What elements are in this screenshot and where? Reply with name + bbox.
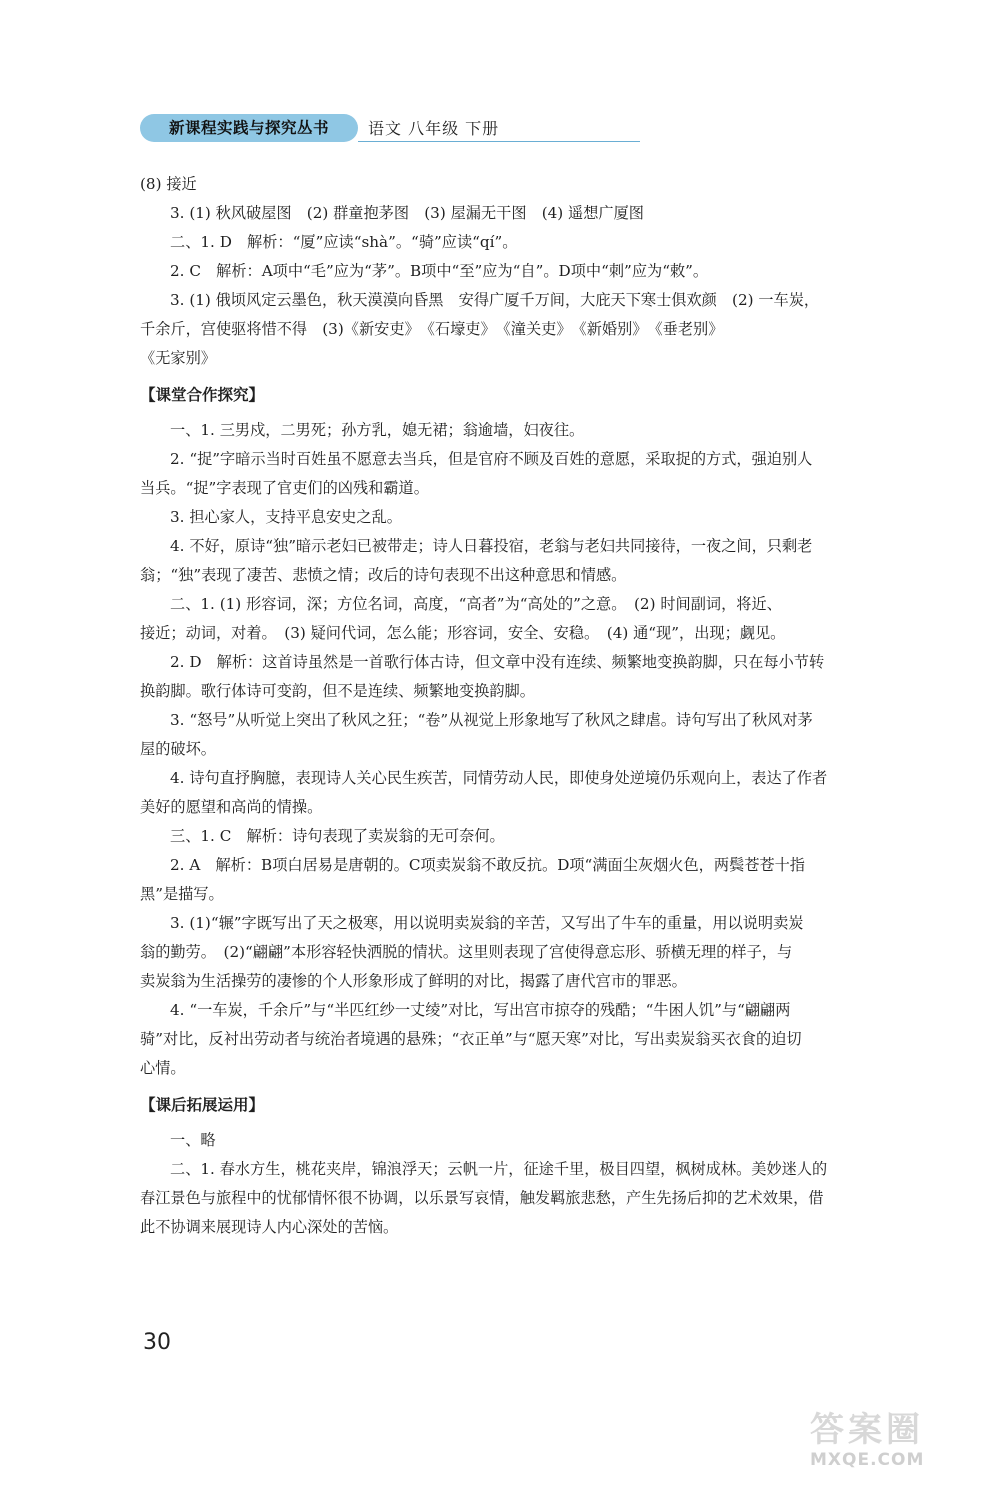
header-rule [358, 141, 640, 142]
answer-line: 换韵脚。歌行体诗可变韵，但不是连续、频繁地变换韵脚。 [140, 682, 535, 700]
answer-line: 一、略 [170, 1131, 216, 1149]
series-title-badge: 新课程实践与探究丛书 [140, 114, 358, 142]
answer-line: 3. (1) 俄顷风定云墨色，秋天漠漠向昏黑 安得广厦千万间，大庇天下寒士俱欢颜 (2) 一车炭， [170, 291, 820, 309]
answer-line: 二、1. D 解析：“厦”应读“shà”。“骑”应读“qí”。 [170, 233, 518, 251]
answer-line: 一、1. 三男戍，二男死；孙方乳，媳无裙；翁逾墙，妇夜往。 [170, 421, 585, 439]
answer-line: 春江景色与旅程中的忧郁情怀很不协调，以乐景写哀情，触发羁旅悲愁，产生先扬后抑的艺术效果，借 [140, 1189, 824, 1207]
answer-line: 2. A 解析：B项白居易是唐朝的。C项卖炭翁不敢反抗。D项“满面尘灰烟火色，两鬓苍苍十指 [170, 856, 805, 874]
watermark-logo-text: 答案圈 [810, 1410, 924, 1450]
answer-content [140, 170, 892, 1242]
answer-line: (8) 接近 [140, 175, 197, 193]
answer-line: 此不协调来展现诗人内心深处的苦恼。 [140, 1218, 399, 1236]
answer-line: 4. “一车炭，千余斤”与“半匹红纱一丈绫”对比，写出宫市掠夺的残酷；“牛困人饥”与“翩翩两 [170, 1001, 791, 1019]
answer-line: 三、1. C 解析：诗句表现了卖炭翁的无可奈何。 [170, 827, 505, 845]
book-subtitle: 语文 八年级 下册 [368, 119, 500, 138]
section-title-classroom: 【课堂合作探究】 [140, 386, 265, 404]
page-number: 30 [143, 1330, 171, 1355]
answer-line: 卖炭翁为生活操劳的凄惨的个人形象形成了鲜明的对比，揭露了唐代宫市的罪恶。 [140, 972, 687, 990]
answer-line: 美好的愿望和高尚的情操。 [140, 798, 323, 816]
site-watermark [810, 1410, 985, 1485]
answer-line: 心情。 [140, 1059, 186, 1077]
answer-line: 3. (1) 秋风破屋图 (2) 群童抱茅图 (3) 屋漏无干图 (4) 遥想广厦图 [170, 204, 644, 222]
answer-line: 3. (1)“辗”字既写出了天之极寒，用以说明卖炭翁的辛苦，又写出了牛车的重量，用以说明卖炭 [170, 914, 804, 932]
answer-line: 翁；“独”表现了凄苦、悲愤之情；改后的诗句表现不出这种意思和情感。 [140, 566, 627, 584]
answer-line: 4. 诗句直抒胸臆，表现诗人关心民生疾苦，同情劳动人民，即使身处逆境仍乐观向上，表达了作者 [170, 769, 828, 787]
answer-line: 接近；动词，对着。 (3) 疑问代词，怎么能；形容词，安全、安稳。 (4) 通“现”，出现；觑见。 [140, 624, 786, 642]
answer-line: 翁的勤劳。 (2)“翩翩”本形容轻快洒脱的情状。这里则表现了宫使得意忘形、骄横无理的样子，与 [140, 943, 793, 961]
answer-line: 3. 担心家人，支持平息安史之乱。 [170, 508, 402, 526]
answer-line: 千余斤，宫使驱将惜不得 (3)《新安吏》 《石壕吏》 《潼关吏》 《新婚别》 《垂老别》 [140, 320, 724, 338]
answer-line: 2. D 解析：这首诗虽然是一首歌行体古诗，但文章中没有连续、频繁地变换韵脚，只在每小节转 [170, 653, 825, 671]
watermark-url: MXQE.COM [810, 1450, 925, 1470]
section-title-extension: 【课后拓展运用】 [140, 1096, 265, 1114]
answer-line: 3. “怒号”从听觉上突出了秋风之狂；“卷”从视觉上形象地写了秋风之肆虐。诗句写出了秋风对茅 [170, 711, 813, 729]
answer-line: 骑”对比，反衬出劳动者与统治者境遇的悬殊；“衣正单”与“愿天寒”对比，写出卖炭翁买衣食的迫切 [140, 1030, 802, 1048]
page-header [140, 114, 500, 144]
answer-line: 屋的破坏。 [140, 740, 216, 758]
answer-line: 二、1. 春水方生，桃花夹岸，锦浪浮天；云帆一片，征途千里，极目四望，枫树成林。美妙迷人的 [170, 1160, 828, 1178]
answer-line: 当兵。“捉”字表现了官吏们的凶残和霸道。 [140, 479, 429, 497]
answer-line: 2. “捉”字暗示当时百姓虽不愿意去当兵，但是官府不顾及百姓的意愿，采取捉的方式，强迫别人 [170, 450, 813, 468]
answer-line: 二、1. (1) 形容词，深；方位名词，高度，“高者”为“高处的”之意。 (2) 时间副词，将近、 [170, 595, 782, 613]
answer-line: 2. C 解析：A项中“毛”应为“茅”。B项中“至”应为“自”。D项中“刺”应为“敕”。 [170, 262, 709, 280]
answer-line: 4. 不好，原诗“独”暗示老妇已被带走；诗人日暮投宿，老翁与老妇共同接待，一夜之间，只剩老 [170, 537, 813, 555]
answer-line: 《无家别》 [140, 349, 216, 367]
answer-line: 黑”是描写。 [140, 885, 224, 903]
